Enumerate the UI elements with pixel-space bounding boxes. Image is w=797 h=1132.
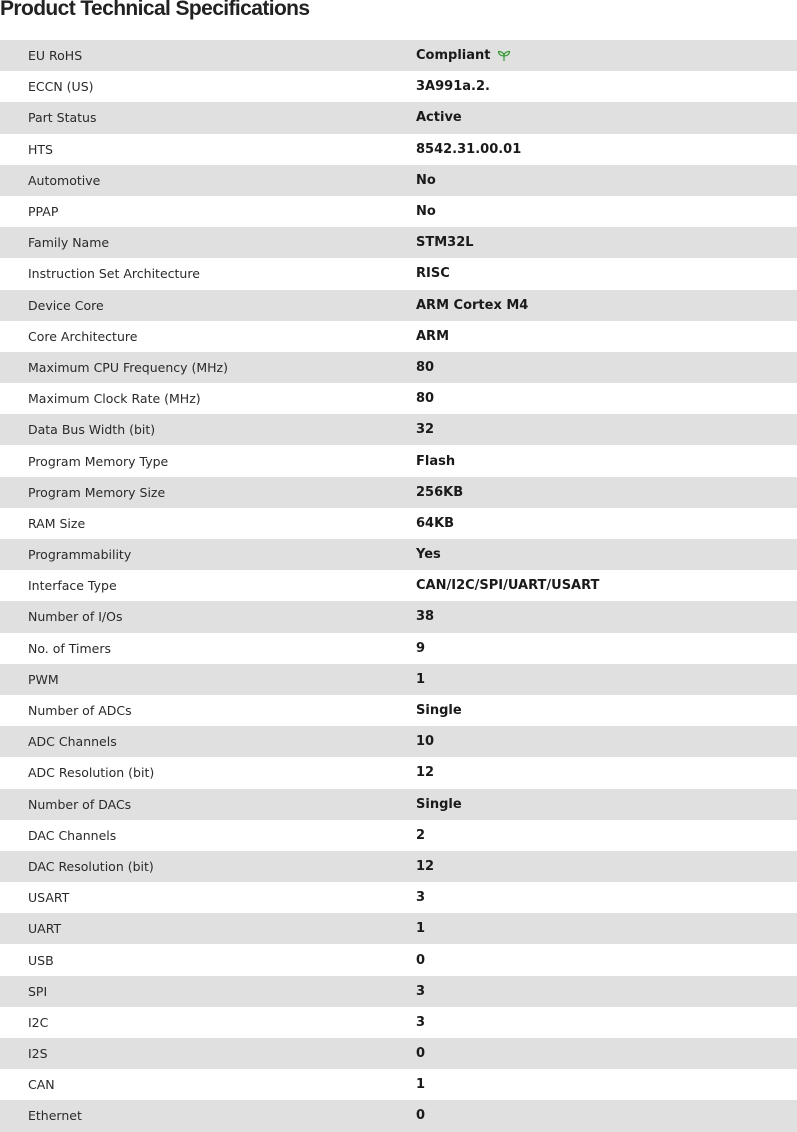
spec-row — [0, 102, 797, 133]
spec-value-text: 10 — [416, 734, 435, 750]
spec-value-text: ARM Cortex M4 — [416, 297, 529, 313]
spec-label: Ethernet — [28, 1108, 82, 1124]
spec-row — [0, 601, 797, 632]
spec-row — [0, 726, 797, 757]
spec-row — [0, 882, 797, 913]
spec-value-text: 256KB — [416, 484, 464, 500]
spec-value — [416, 641, 797, 656]
spec-label: Family Name — [28, 235, 110, 251]
spec-value — [416, 298, 797, 313]
spec-value — [416, 578, 797, 593]
spec-label: EU RoHS — [28, 48, 83, 64]
spec-value-text: 8542.31.00.01 — [416, 141, 522, 157]
spec-row — [0, 71, 797, 102]
spec-value — [416, 609, 797, 624]
spec-value — [416, 797, 797, 812]
spec-label: HTS — [28, 141, 53, 157]
spec-row — [0, 165, 797, 196]
spec-label: ADC Resolution (bit) — [28, 765, 155, 781]
spec-value-text: No — [416, 204, 436, 220]
spec-row — [0, 1007, 797, 1038]
spec-label: Interface Type — [28, 578, 117, 594]
spec-label: SPI — [28, 983, 48, 999]
spec-value — [416, 454, 797, 469]
spec-label: Maximum Clock Rate (MHz) — [28, 391, 201, 407]
spec-value-text: Active — [416, 110, 462, 126]
spec-value-text: 1 — [416, 671, 426, 687]
spec-label: USART — [28, 890, 70, 906]
spec-value — [416, 1046, 797, 1061]
spec-label: Number of DACs — [28, 796, 132, 812]
spec-value-text: 9 — [416, 640, 426, 656]
spec-row — [0, 944, 797, 975]
spec-label: Part Status — [28, 110, 97, 126]
spec-row — [0, 789, 797, 820]
spec-value-text: CAN/I2C/SPI/UART/USART — [416, 578, 600, 594]
spec-label: UART — [28, 921, 62, 937]
spec-row — [0, 40, 797, 71]
spec-label: Number of I/Os — [28, 609, 123, 625]
spec-value-text: No — [416, 172, 436, 188]
spec-value-text: Yes — [416, 547, 441, 563]
spec-label: Program Memory Type — [28, 453, 169, 469]
spec-row — [0, 913, 797, 944]
spec-value-text: 64KB — [416, 515, 455, 531]
spec-row — [0, 477, 797, 508]
page-title: Product Technical Specifications — [0, 0, 310, 20]
spec-value-text: 0 — [416, 1108, 426, 1124]
spec-value-text: 3 — [416, 1014, 426, 1030]
spec-label: Device Core — [28, 297, 104, 313]
spec-row — [0, 1038, 797, 1069]
spec-value-text: 0 — [416, 1046, 426, 1062]
spec-value-text: 12 — [416, 765, 435, 781]
spec-label: I2S — [28, 1046, 48, 1062]
spec-label: Maximum CPU Frequency (MHz) — [28, 359, 228, 375]
spec-value-text: 38 — [416, 609, 435, 625]
spec-row — [0, 976, 797, 1007]
spec-value — [416, 828, 797, 843]
spec-row — [0, 1069, 797, 1100]
spec-value — [416, 360, 797, 375]
spec-row — [0, 695, 797, 726]
spec-row — [0, 570, 797, 601]
spec-value — [416, 422, 797, 437]
spec-value-text: 3A991a.2. — [416, 79, 490, 95]
spec-row — [0, 383, 797, 414]
spec-value — [416, 204, 797, 219]
spec-value — [416, 142, 797, 157]
spec-value-text: STM32L — [416, 235, 474, 251]
spec-label: RAM Size — [28, 515, 86, 531]
spec-value-text: 12 — [416, 858, 435, 874]
spec-label: DAC Channels — [28, 827, 117, 843]
spec-label: CAN — [28, 1077, 55, 1093]
spec-row — [0, 539, 797, 570]
leaf-icon — [497, 50, 511, 62]
spec-label: I2C — [28, 1014, 49, 1030]
spec-table — [0, 40, 797, 1132]
spec-value — [416, 391, 797, 406]
spec-row — [0, 664, 797, 695]
spec-label: Instruction Set Architecture — [28, 266, 200, 282]
spec-row — [0, 134, 797, 165]
spec-value-text: 0 — [416, 952, 426, 968]
spec-row — [0, 414, 797, 445]
spec-row — [0, 445, 797, 476]
spec-label: Number of ADCs — [28, 703, 132, 719]
spec-value-text: 80 — [416, 391, 435, 407]
spec-row — [0, 1100, 797, 1131]
spec-row — [0, 352, 797, 383]
spec-value — [416, 984, 797, 999]
spec-value-text: Single — [416, 703, 462, 719]
spec-row — [0, 757, 797, 788]
spec-value-text: Flash — [416, 453, 456, 469]
spec-value — [416, 48, 797, 63]
spec-value — [416, 110, 797, 125]
spec-value — [416, 1108, 797, 1123]
spec-value — [416, 890, 797, 905]
spec-label: Automotive — [28, 172, 101, 188]
spec-value — [416, 765, 797, 780]
spec-value-text: 2 — [416, 827, 426, 843]
spec-label: DAC Resolution (bit) — [28, 858, 154, 874]
spec-value-text: Compliant — [416, 48, 491, 64]
spec-value — [416, 734, 797, 749]
spec-value — [416, 547, 797, 562]
spec-value-text: ARM — [416, 328, 450, 344]
spec-row — [0, 321, 797, 352]
spec-label: ECCN (US) — [28, 79, 94, 95]
spec-row — [0, 851, 797, 882]
spec-row — [0, 820, 797, 851]
spec-value — [416, 859, 797, 874]
spec-label: Programmability — [28, 547, 132, 563]
spec-value-text: 3 — [416, 983, 426, 999]
spec-row — [0, 258, 797, 289]
spec-value — [416, 516, 797, 531]
spec-value-text: RISC — [416, 266, 450, 282]
spec-value-text: 32 — [416, 422, 435, 438]
spec-label: Core Architecture — [28, 328, 138, 344]
spec-value — [416, 235, 797, 250]
spec-value — [416, 173, 797, 188]
spec-label: Program Memory Size — [28, 484, 166, 500]
spec-value-text: 80 — [416, 359, 435, 375]
spec-value-text: 3 — [416, 890, 426, 906]
spec-row — [0, 227, 797, 258]
spec-row — [0, 633, 797, 664]
spec-value — [416, 703, 797, 718]
spec-row — [0, 508, 797, 539]
spec-value — [416, 1015, 797, 1030]
spec-label: PWM — [28, 671, 59, 687]
spec-row — [0, 196, 797, 227]
spec-value — [416, 953, 797, 968]
spec-value — [416, 266, 797, 281]
spec-label: PPAP — [28, 204, 59, 220]
spec-value-text: 1 — [416, 921, 426, 937]
spec-value — [416, 329, 797, 344]
spec-row — [0, 290, 797, 321]
spec-value — [416, 921, 797, 936]
spec-value — [416, 672, 797, 687]
spec-label: ADC Channels — [28, 734, 117, 750]
spec-value-text: Single — [416, 796, 462, 812]
spec-label: USB — [28, 952, 54, 968]
spec-value — [416, 485, 797, 500]
spec-value — [416, 79, 797, 94]
spec-label: No. of Timers — [28, 640, 111, 656]
spec-label: Data Bus Width (bit) — [28, 422, 156, 438]
spec-value — [416, 1077, 797, 1092]
spec-value-text: 1 — [416, 1077, 426, 1093]
